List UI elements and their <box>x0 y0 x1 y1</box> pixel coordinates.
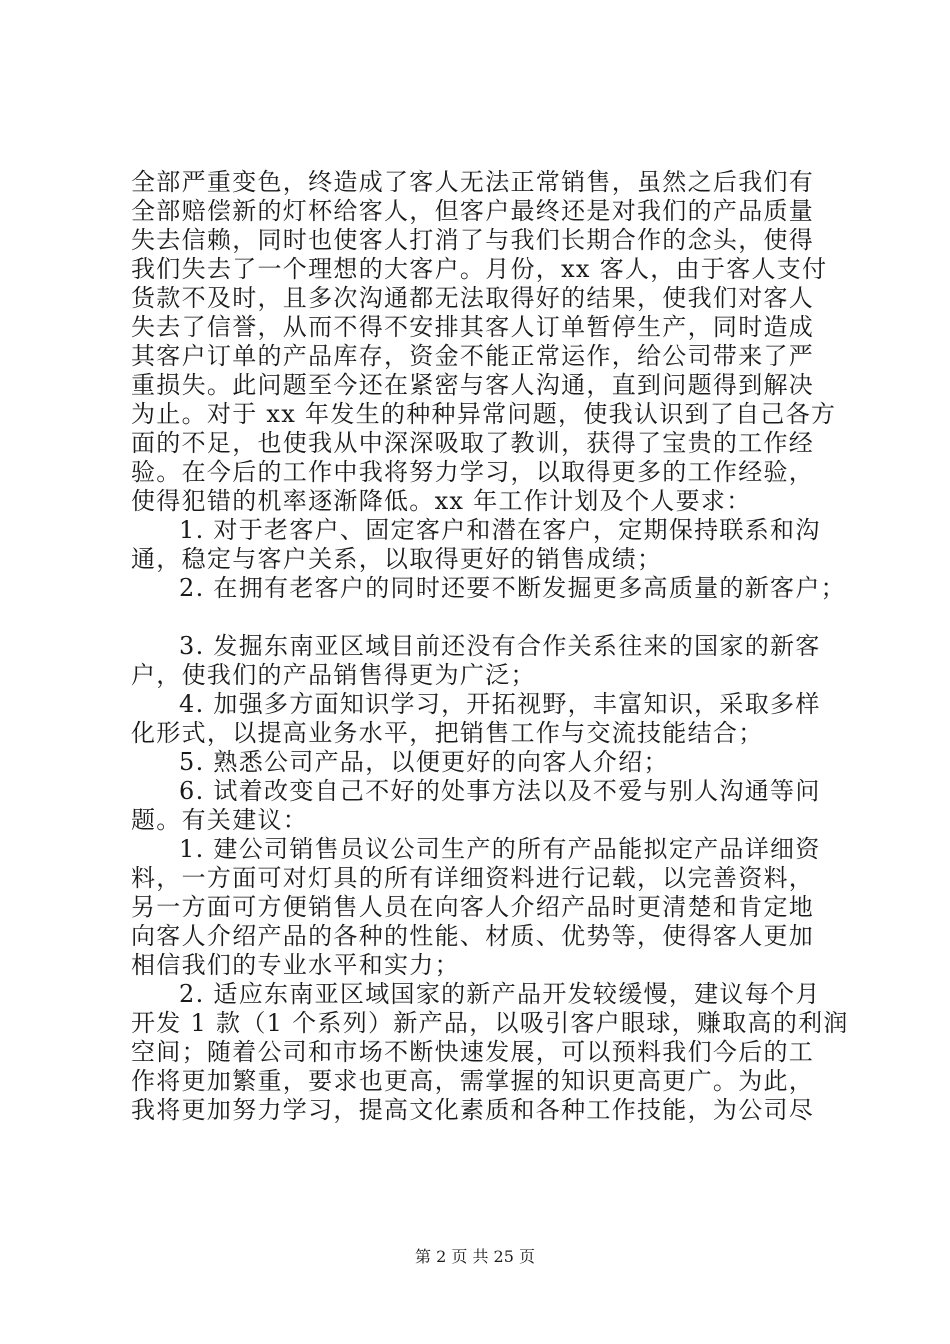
page-footer <box>0 1244 950 1267</box>
text-line: 化形式，以提高业务水平，把销售工作与交流技能结合； <box>131 719 764 747</box>
text-line: 我们失去了一个理想的大客户。月份，xx 客人，由于客人支付 <box>131 255 828 283</box>
text-line: 户，使我们的产品销售得更为广泛； <box>131 661 536 689</box>
text-line: 空间；随着公司和市场不断快速发展，可以预料我们今后的工 <box>131 1038 815 1066</box>
document-body <box>131 168 849 1125</box>
text-line: 通，稳定与客户关系，以取得更好的销售成绩； <box>131 545 663 573</box>
blank-line <box>131 603 836 632</box>
list-item: 4. 加强多方面知识学习，开拓视野，丰富知识，采取多样 <box>179 690 821 718</box>
text-line: 另一方面可方便销售人员在向客人介绍产品时更清楚和肯定地 <box>131 893 815 921</box>
list-item: 2. 适应东南亚区域国家的新产品开发较缓慢，建议每个月 <box>179 980 821 1008</box>
text-line: 向客人介绍产品的各种的性能、材质、优势等，使得客人更加 <box>131 922 815 950</box>
list-item: 3. 发掘东南亚区域目前还没有合作关系往来的国家的新客 <box>179 632 821 660</box>
text-line: 面的不足，也使我从中深深吸取了教训，获得了宝贵的工作经 <box>131 429 815 457</box>
list-item: 2. 在拥有老客户的同时还要不断发掘更多高质量的新客户； <box>179 574 846 602</box>
text-line: 重损失。此问题至今还在紧密与客人沟通，直到问题得到解决 <box>131 371 815 399</box>
text-line: 料，一方面可对灯具的所有详细资料进行记载，以完善资料， <box>131 864 815 892</box>
text-line: 相信我们的专业水平和实力； <box>131 951 460 979</box>
text-line: 全部严重变色，终造成了客人无法正常销售，虽然之后我们有 <box>131 168 815 196</box>
text-line: 使得犯错的机率逐渐降低。xx 年工作计划及个人要求： <box>131 487 752 515</box>
list-item: 6. 试着改变自己不好的处事方法以及不爱与别人沟通等问 <box>179 777 821 805</box>
list-item: 1. 对于老客户、固定客户和潜在客户，定期保持联系和沟 <box>179 516 821 544</box>
text-line: 开发 1 款（1 个系列）新产品，以吸引客户眼球，赚取高的利润 <box>131 1009 849 1037</box>
text-line: 我将更加努力学习，提高文化素质和各种工作技能，为公司尽 <box>131 1096 815 1124</box>
text-line: 其客户订单的产品库存，资金不能正常运作，给公司带来了严 <box>131 342 815 370</box>
list-item: 1. 建公司销售员议公司生产的所有产品能拟定产品详细资 <box>179 835 821 863</box>
text-line: 失去信赖，同时也使客人打消了与我们长期合作的念头，使得 <box>131 226 815 254</box>
text-line: 货款不及时，且多次沟通都无法取得好的结果，使我们对客人 <box>131 284 815 312</box>
text-line: 验。在今后的工作中我将努力学习，以取得更多的工作经验， <box>131 458 815 486</box>
text-line: 全部赔偿新的灯杯给客人，但客户最终还是对我们的产品质量 <box>131 197 815 225</box>
text-line: 失去了信誉，从而不得不安排其客人订单暂停生产，同时造成 <box>131 313 815 341</box>
text-line: 作将更加繁重，要求也更高，需掌握的知识更高更广。为此， <box>131 1067 815 1095</box>
list-item: 5. 熟悉公司产品，以便更好的向客人介绍； <box>179 748 669 776</box>
page-number: 第 2 页 共 25 页 <box>415 1247 535 1266</box>
text-line: 为止。对于 xx 年发生的种种异常问题，使我认识到了自己各方 <box>131 400 837 428</box>
text-line: 题。有关建议： <box>131 806 309 834</box>
